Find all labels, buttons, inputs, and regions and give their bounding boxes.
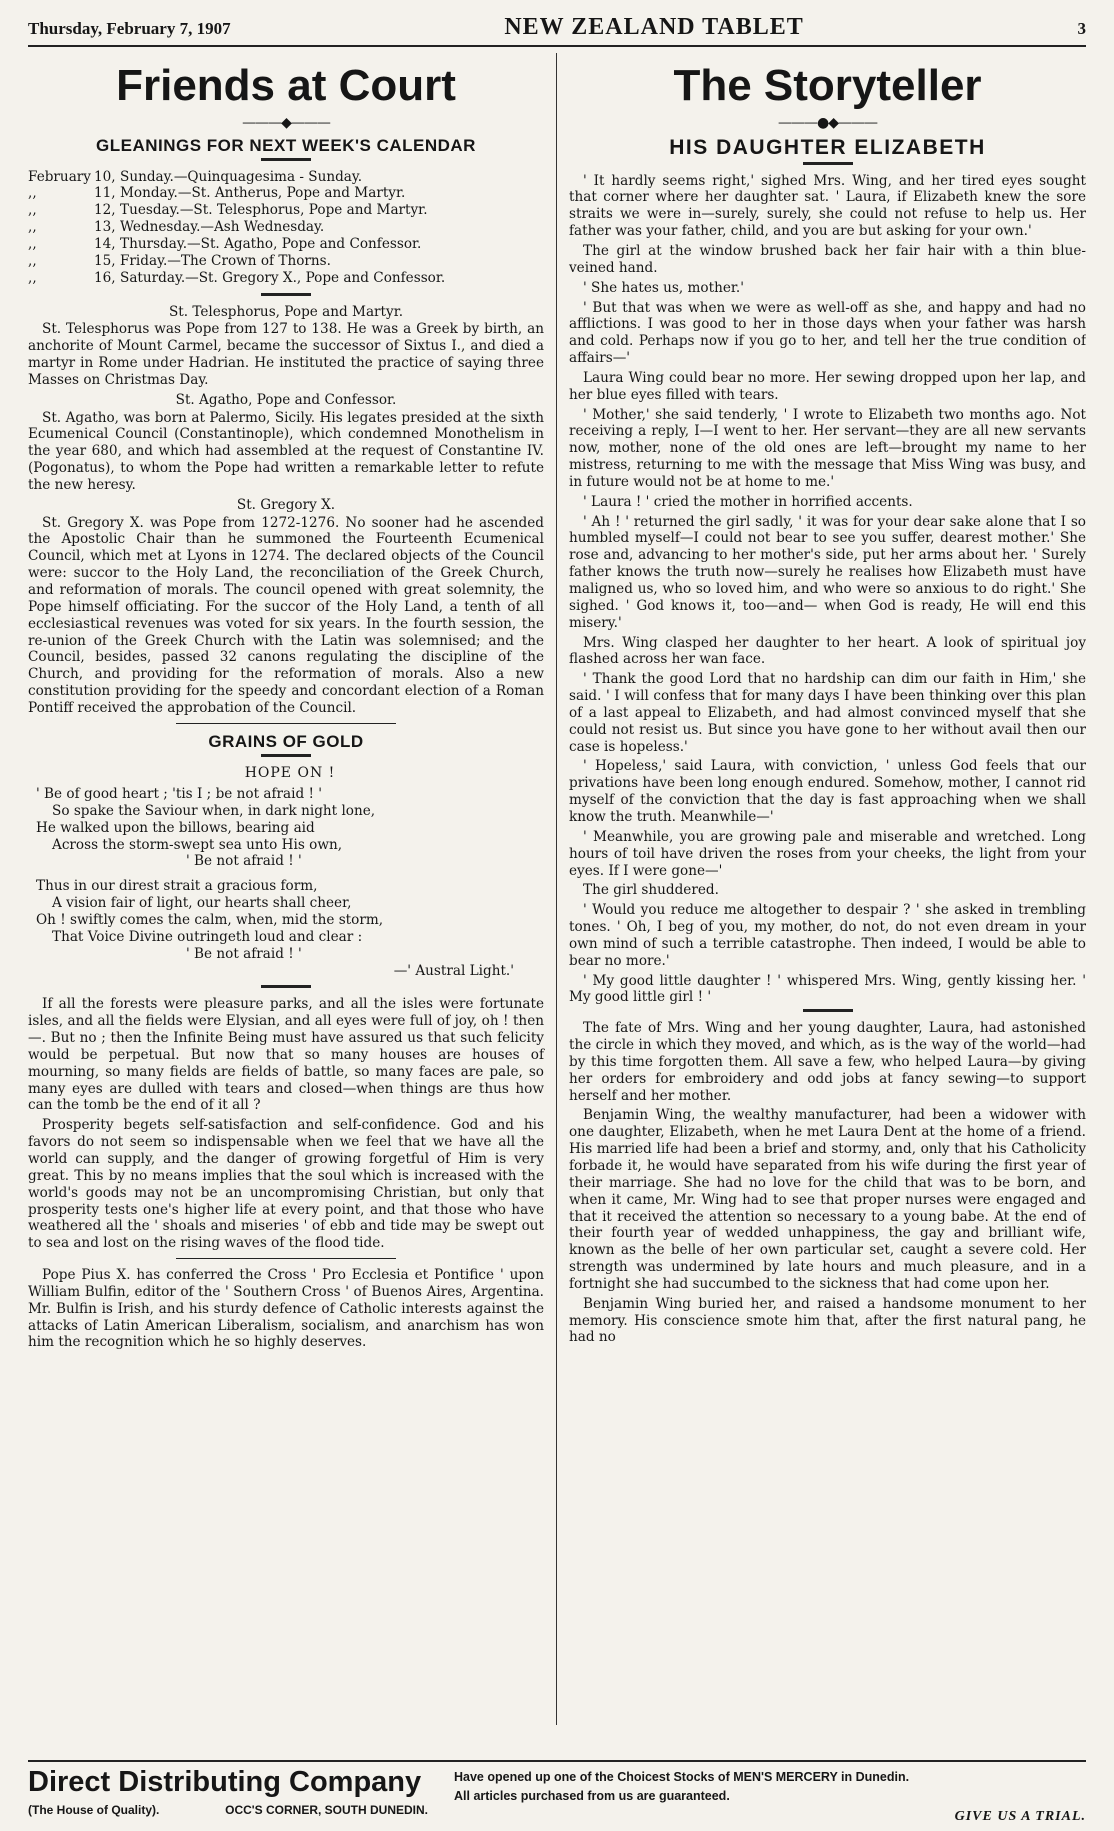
- story-paragraph: ' Mother,' she said tenderly, ' I wrote to Elizabeth two months ago. Not receiving a reply, I—I went to her. Her servant—they are all new servants now, mother, none of the old ones are left—brought my name to her mistress, returning to me with the message that Miss Wing was busy, and in future would not be at home to me.': [569, 406, 1086, 490]
- story-paragraph: Benjamin Wing, the wealthy manufacturer, had been a widower with one daughter, Elizabeth, when he met Laura Dent at the home of a friend. His married life had been a brief and stormy, and, only that his Catholicity forbade it, he would have separated from his wife during the first year of their marriage. She had no love for the child that was to be born, and when it came, Mr. Wing had to see that proper nurses were engaged and that it received the attention so necessary to a young babe. At the end of their fourth year of wedded unhappiness, the gay and brilliant wife, known as the belle of her own particular set, caught a severe cold. Her strength was undermined by late hours and much pleasure, and in a fortnight she had succumbed to the sickness that had come upon her.: [569, 1107, 1086, 1292]
- company-tagline: (The House of Quality).: [28, 1803, 160, 1817]
- essay-paragraph: If all the forests were pleasure parks, and all the isles were fortunate isles, and all the fields were Elysian, and all eyes were full of joy, oh ! then—. But no ; then the Infinite Being must have assured us that such felicity would be perpetual. But now that so many houses are houses of mourning, so many fields are fields of battle, so many faces are pale, so many eyes are dulled with tears and closed—when things are thus how can the tomb be the end of it all ?: [28, 996, 544, 1114]
- story-paragraph: ' Ah ! ' returned the girl sadly, ' it was for your dear sake alone that I so humbled myself—I could not bear to see you suffer, dearest mother.' She rose and, advancing to her mother's side, put her arms about her. ' Surely father knows the truth now—surely he realises how Elizabeth must have maligned us, who so loved him, and who were so anxious to do right.' She sighed. ' God knows it, too—and— when God is ready, He will end this misery.': [569, 513, 1086, 631]
- calendar-row: ,, 14, Thursday.—St. Agatho, Pope and Confessor.: [28, 235, 422, 252]
- calendar-row: ,, 13, Wednesday.—Ash Wednesday.: [28, 219, 325, 236]
- right-column: [557, 53, 1086, 1725]
- long-rule: [176, 723, 396, 724]
- calendar-row: February 10, Sunday.—Quinquagesima - Sunday.: [28, 168, 363, 185]
- paper-name: NEW ZEALAND TABLET: [504, 14, 804, 40]
- essay-paragraph: Prosperity begets self-satisfaction and self-confidence. God and his favors do not seem so indispensable when we feel that we have all the world can supply, and the danger of growing forgetful of Him is very great. This by no means implies that the soul which is increased with the world's goods may not be an uncompromising Christian, but only that prosperity tests one's higher life at every point, and that those who have weathered all the ' shoals and miseries ' of ebb and tide may be swept out to sea and lost on the rising waves of the flood tide.: [28, 1117, 544, 1252]
- story-paragraph: ' My good little daughter ! ' whispered Mrs. Wing, gently kissing her. ' My good little girl ! ': [569, 972, 1086, 1006]
- poem-line: Across the storm-swept sea unto His own,: [52, 836, 343, 853]
- calendar-row: ,, 11, Monday.—St. Antherus, Pope and Martyr.: [28, 185, 406, 202]
- poem-line: A vision fair of light, our hearts shall cheer,: [52, 895, 352, 912]
- company-address: OCC'S CORNER, SOUTH DUNEDIN.: [225, 1803, 428, 1817]
- poem: [36, 765, 544, 980]
- ornament-divider: ———◆———: [242, 114, 330, 131]
- calendar-row: ,, 16, Saturday.—St. Gregory X., Pope and Confessor.: [28, 269, 446, 286]
- poem-title: HOPE ON !: [244, 764, 336, 781]
- saint-heading: St. Agatho, Pope and Confessor.: [175, 391, 397, 408]
- poem-line: Thus in our direst strait a gracious form,: [36, 878, 318, 895]
- poem-attribution: —' Austral Light.': [393, 962, 514, 979]
- calendar-row: ,, 12, Tuesday.—St. Telesphorus, Pope and Martyr.: [28, 202, 428, 219]
- closing-note: [28, 1267, 544, 1351]
- calendar-list: [28, 169, 544, 287]
- saint-heading: St. Gregory X.: [236, 496, 336, 513]
- story-paragraph: ' It hardly seems right,' sighed Mrs. Wing, and her tired eyes sought that corner where her daughter sat. ' Laura, if Elizabeth knew the sore straits we were in—surely, surely, she could not refuse to help us. Her father was your father, child, and you are but asking for your own.': [569, 172, 1086, 240]
- story-paragraph: The girl shuddered.: [583, 882, 719, 899]
- friends-at-court-title: Friends at Court: [116, 61, 456, 110]
- page-number: 3: [1077, 19, 1086, 38]
- story-paragraph: ' Thank the good Lord that no hardship can dim our faith in Him,' she said. ' I will confess that for many days I have been thinking over this plan of a last appeal to Elizabeth, and had almost convinced myself that she could not resist us. But since you have gone to her without avail then our case is hopeless.': [569, 671, 1086, 755]
- story-paragraph: ' Laura ! ' cried the mother in horrified accents.: [583, 493, 913, 510]
- saint-text: St. Telesphorus was Pope from 127 to 138. He was a Greek by birth, an anchorite of Mount Carmel, became the successor of Sixtus I., and died a martyr in Rome under Hadrian. He instituted the practice of saying three Masses on Christmas Day.: [28, 321, 544, 388]
- story-paragraph: ' Meanwhile, you are growing pale and miserable and wretched. Long hours of toil have driven the roses from your cheeks, the light from your eyes. If I were gone—': [569, 828, 1086, 879]
- story-title: HIS DAUGHTER ELIZABETH: [669, 135, 986, 159]
- story-paragraph: Mrs. Wing clasped her daughter to her heart. A look of spiritual joy flashed across her wan face.: [569, 634, 1086, 668]
- ornament-divider: ———●◆———: [778, 114, 877, 131]
- poem-line: He walked upon the billows, bearing aid: [36, 819, 315, 836]
- story-paragraph: ' Hopeless,' said Laura, with conviction, ' unless God feels that our privations have been long enough endured. Somehow, mother, I cannot rid myself of the conviction that the day is fast approaching when we shall know the truth. Meanwhile—': [569, 758, 1086, 825]
- ad-subline: [28, 1803, 428, 1817]
- short-rule: [803, 162, 853, 165]
- ad-trial: GIVE US A TRIAL.: [954, 1808, 1086, 1824]
- story-paragraph: ' Would you reduce me altogether to despair ? ' she asked in trembling tones. ' Oh, I beg of you, my mother, do not, do not even dream in your own mind of such a terrible catastrophe. Then indeed, I would be able to bear no more.': [569, 902, 1086, 969]
- ad-left: [28, 1768, 448, 1827]
- poem-line: ' Be not afraid ! ': [186, 945, 302, 962]
- short-rule: [261, 293, 311, 296]
- saint-text: St. Gregory X. was Pope from 1272-1276. No sooner had he ascended the Apostolic Chair than he summoned the Fourteenth Ecumenical Council, which met at Lyons in 1274. The declared objects of the Council were: succor to the Holy Land, the reconciliation of the Greek Church, and reformation of morals. The council opened with great solemnity, the Pope himself officiating. For the succor of the Holy Land, a tenth of all ecclesiastical revenues was voted for six years. In the fourth session, the re-union of the Greek Church with the Latin was solemnised; and the Council, besides, passed 32 canons regulating the discipline of the Church, and providing for the reformation of morals. Also a new constitution providing for the speedy and concordant election of a Roman Pontiff received the approbation of the Council.: [28, 514, 544, 716]
- saint-text: St. Agatho, was born at Palermo, Sicily. His legates presided at the sixth Ecumenical Council (Constantinople), which condemned Monothelism in the year 680, and which had assembled at the request of Constantine IV. (Pogonatus), to whom the Pope had written a remarkable letter to refute the new heresy.: [28, 409, 544, 493]
- ad-right: [448, 1768, 1086, 1827]
- advertisement-footer: [28, 1760, 1086, 1827]
- story-paragraph: The fate of Mrs. Wing and her young daughter, Laura, had astonished the circle in which they moved, and which, as is the way of the world—had by this time forgotten them. All save a few, who helped Laura—by giving her orders for embroidery and odd jobs at fancy sewing—to support herself and her mother.: [569, 1020, 1086, 1104]
- story-paragraph: Benjamin Wing buried her, and raised a handsome monument to her memory. His conscience smote him that, after the first natural pang, he had no: [569, 1295, 1086, 1346]
- ad-line-1: Have opened up one of the Choicest Stocks of MEN'S MERCERY in Dunedin.: [454, 1770, 910, 1784]
- story-paragraph: Laura Wing could bear no more. Her sewing dropped upon her lap, and her blue eyes filled with tears.: [569, 369, 1086, 403]
- issue-date: Thursday, February 7, 1907: [28, 19, 231, 38]
- calendar-heading: GLEANINGS FOR NEXT WEEK'S CALENDAR: [96, 135, 476, 155]
- calendar-row: ,, 15, Friday.—The Crown of Thorns.: [28, 252, 331, 269]
- poem-line: ' Be of good heart ; 'tis I ; be not afraid ! ': [36, 786, 322, 803]
- short-rule: [261, 985, 311, 988]
- essay: [28, 996, 544, 1252]
- closing-paragraph: Pope Pius X. has conferred the Cross ' Pro Ecclesia et Pontifice ' upon William Bulfin, editor of the ' Southern Cross ' of Buenos Aires, Argentina. Mr. Bulfin is Irish, and his sturdy defence of Catholic interests against the attacks of Latin American Liberalism, socialism, and anarchism has won him the recognition which he so highly deserves.: [28, 1267, 544, 1351]
- left-column: [28, 53, 557, 1725]
- story-paragraph: ' She hates us, mother.': [583, 279, 744, 296]
- poem-line: ' Be not afraid ! ': [186, 853, 302, 870]
- columns: [28, 53, 1086, 1725]
- masthead: [28, 14, 1086, 47]
- storyteller-title: The Storyteller: [673, 61, 982, 110]
- story-paragraph: ' But that was when we were as well-off as she, and happy and had no afflictions. I was good to her in those days when your father was harsh and cold. Perhaps now if you go to her, and tell her the true condition of affairs—': [569, 299, 1086, 367]
- poem-line: Oh ! swiftly comes the calm, when, mid the storm,: [36, 912, 384, 929]
- short-rule: [803, 1009, 853, 1012]
- ad-line-2: All articles purchased from us are guaranteed.: [454, 1788, 730, 1803]
- short-rule: [261, 158, 311, 161]
- story-paragraph: The girl at the window brushed back her fair hair with a thin blue-veined hand.: [569, 242, 1086, 276]
- short-rule: [261, 754, 311, 757]
- saint-heading: St. Telesphorus, Pope and Martyr.: [168, 303, 404, 320]
- poem-line: So spake the Saviour when, in dark night lone,: [52, 802, 376, 819]
- grains-heading: GRAINS OF GOLD: [208, 731, 364, 751]
- long-rule: [176, 1258, 396, 1259]
- company-name: Direct Distributing Company: [28, 1766, 422, 1798]
- saints-section: [28, 304, 544, 717]
- story-body: [569, 173, 1086, 1347]
- poem-line: That Voice Divine outringeth loud and clear :: [52, 928, 363, 945]
